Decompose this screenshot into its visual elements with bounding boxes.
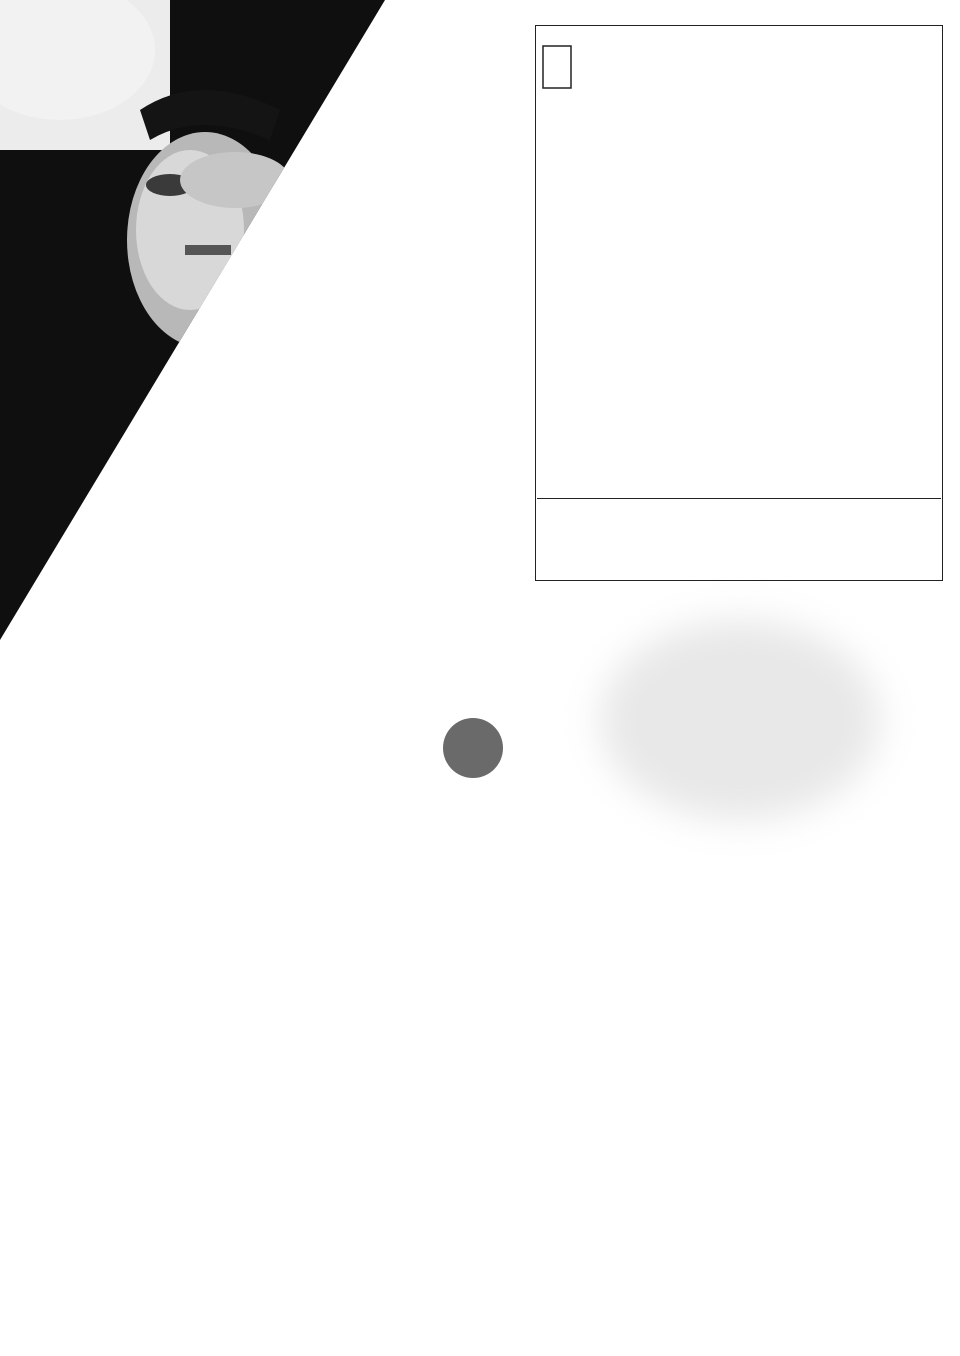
- grey-dot: [443, 718, 503, 778]
- ad-divider: [537, 498, 941, 499]
- portrait-photo: [0, 0, 530, 650]
- faded-background: [600, 620, 880, 820]
- demontage-logo: [541, 40, 861, 96]
- vertical-title: [528, 135, 566, 455]
